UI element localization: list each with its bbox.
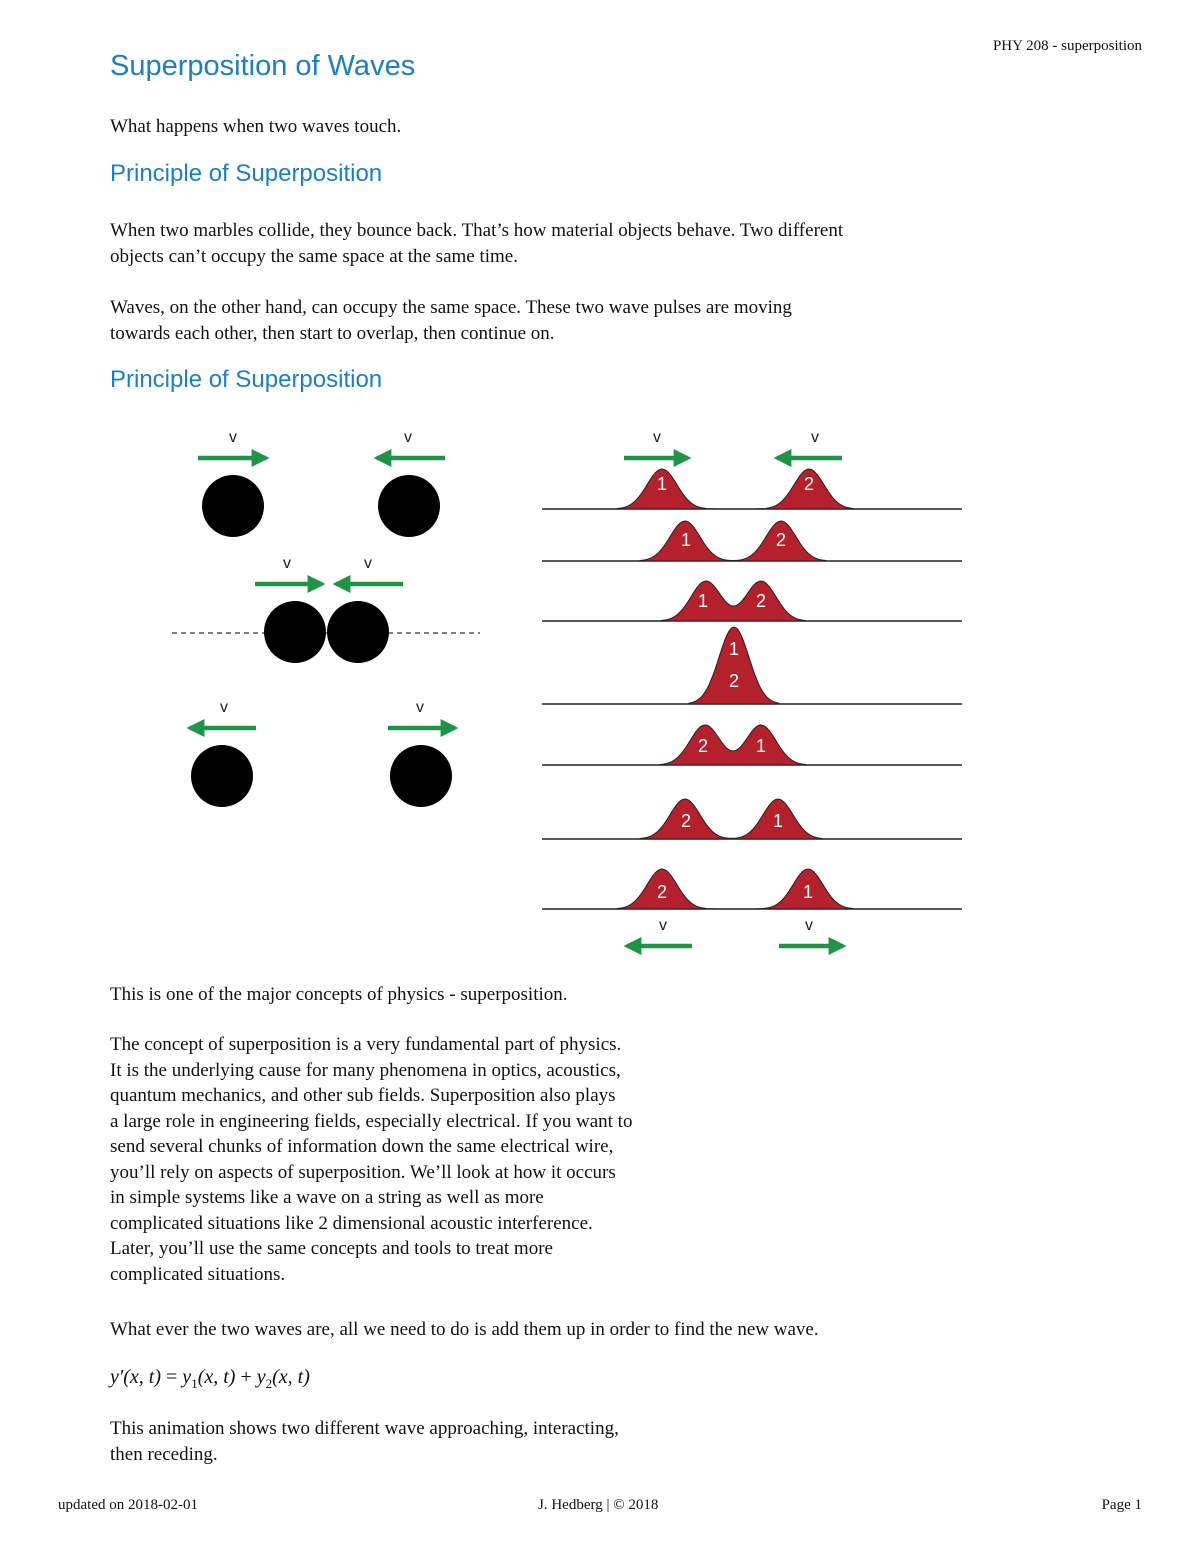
footer-page-number: Page 1	[1101, 1497, 1142, 1513]
paragraph-line: you’ll rely on aspects of superposition. We’ll look at how it occurs	[110, 1161, 616, 1183]
paragraph-add-waves: What ever the two waves are, all we need to do is add them up in order to find the new wave.	[110, 1319, 819, 1340]
wave-pulse	[640, 521, 826, 561]
paragraph-line: a large role in engineering fields, especially electrical. If you want to	[110, 1110, 633, 1132]
equation-y1: y	[182, 1366, 192, 1388]
equation-sub2: 2	[265, 1376, 273, 1391]
footer-author: J. Hedberg | © 2018	[538, 1497, 659, 1513]
paragraph-animation	[110, 1416, 619, 1468]
equation-equals: =	[161, 1366, 183, 1388]
pulse-row	[542, 581, 962, 621]
wave-pulse-illustration	[542, 429, 962, 946]
pulse-label: 2	[656, 882, 668, 902]
paragraph-line: It is the underlying cause for many phenomena in optics, acoustics,	[110, 1059, 621, 1081]
pulse-row	[542, 469, 962, 509]
equation-y2: y	[256, 1366, 266, 1388]
equation-args2: (x, t)	[272, 1366, 310, 1388]
paragraph-line: complicated situations.	[110, 1263, 286, 1285]
paragraph-waves	[110, 295, 792, 347]
marble-ball	[327, 601, 389, 663]
paragraph-line: in simple systems like a wave on a string as well as more	[110, 1187, 544, 1208]
paragraph-major-concept: This is one of the major concepts of physics - superposition.	[110, 984, 568, 1005]
pulse-label: 2	[680, 811, 692, 831]
pulse-label: 2	[775, 530, 787, 550]
paragraph-line: quantum mechanics, and other sub fields. Superposition also plays	[110, 1085, 616, 1106]
paragraph-line: Waves, on the other hand, can occupy the same space. These two wave pulses are moving	[110, 297, 792, 318]
pulse-label: 2	[755, 591, 767, 611]
pulse-label: 1	[697, 591, 709, 611]
wave-pulse	[617, 469, 854, 509]
pulse-label: 1	[728, 639, 740, 659]
marble-ball	[191, 745, 253, 807]
paragraph-line: This animation shows two different wave approaching, interacting,	[110, 1418, 619, 1439]
pulse-label: 1	[802, 882, 814, 902]
velocity-label: v	[220, 699, 228, 716]
marble-ball	[264, 601, 326, 663]
wave-pulse	[617, 869, 853, 909]
wave-pulse	[640, 799, 823, 839]
pulse-row	[542, 627, 962, 704]
velocity-label: v	[364, 555, 372, 572]
marble-ball	[390, 745, 452, 807]
course-header: PHY 208 - superposition	[992, 38, 1142, 54]
section-heading-1: Principle of Superposition	[110, 160, 383, 187]
pulse-label: 1	[755, 736, 767, 756]
pulse-label: 2	[803, 474, 815, 494]
pulse-label: 1	[772, 811, 784, 831]
pulse-label: 2	[697, 736, 709, 756]
paragraph-line: When two marbles collide, they bounce back. That’s how material objects behave. Two different	[110, 220, 844, 241]
equation-plus: +	[235, 1366, 257, 1388]
equation-sub1: 1	[191, 1376, 198, 1391]
paragraph-line: Later, you’ll use the same concepts and tools to treat more	[110, 1238, 553, 1259]
paragraph-line: The concept of superposition is a very fundamental part of physics.	[110, 1034, 622, 1055]
paragraph-marbles	[110, 218, 843, 270]
section-heading-2: Principle of Superposition	[110, 366, 383, 393]
intro-text: What happens when two waves touch.	[110, 116, 402, 137]
pulse-label: 1	[680, 530, 692, 550]
velocity-label: v	[659, 917, 667, 934]
velocity-label: v	[404, 429, 412, 446]
marble-ball	[378, 475, 440, 537]
pulse-row	[542, 725, 962, 765]
equation-args1: (x, t)	[197, 1366, 236, 1388]
page-title: Superposition of Waves	[110, 50, 416, 82]
paragraph-line: objects can’t occupy the same space at the same time.	[110, 246, 518, 267]
wave-pulse	[660, 725, 806, 765]
pulse-label: 2	[728, 671, 740, 691]
marble-ball	[202, 475, 264, 537]
velocity-label: v	[811, 429, 819, 446]
paragraph-line: send several chunks of information down the same electrical wire,	[110, 1136, 614, 1157]
pulse-row	[542, 869, 962, 909]
velocity-label: v	[653, 429, 661, 446]
equation-lhs: y′(x, t)	[110, 1366, 162, 1388]
superposition-equation	[110, 1366, 310, 1392]
paragraph-fundamental	[110, 1032, 750, 1287]
pulse-row	[542, 521, 962, 561]
superposition-figure	[150, 415, 970, 963]
paragraph-line: then receding.	[110, 1444, 218, 1465]
paragraph-line: complicated situations like 2 dimensional acoustic interference.	[110, 1212, 593, 1234]
pulse-row	[542, 799, 962, 839]
velocity-label: v	[805, 917, 813, 934]
velocity-label: v	[283, 555, 291, 572]
paragraph-line: towards each other, then start to overlap, then continue on.	[110, 323, 555, 344]
wave-pulse	[661, 581, 806, 621]
pulse-label: 1	[656, 474, 668, 494]
footer-updated: updated on 2018-02-01	[58, 1497, 198, 1513]
velocity-label: v	[229, 429, 237, 446]
marble-collision-illustration	[172, 429, 480, 807]
velocity-label: v	[416, 699, 424, 716]
